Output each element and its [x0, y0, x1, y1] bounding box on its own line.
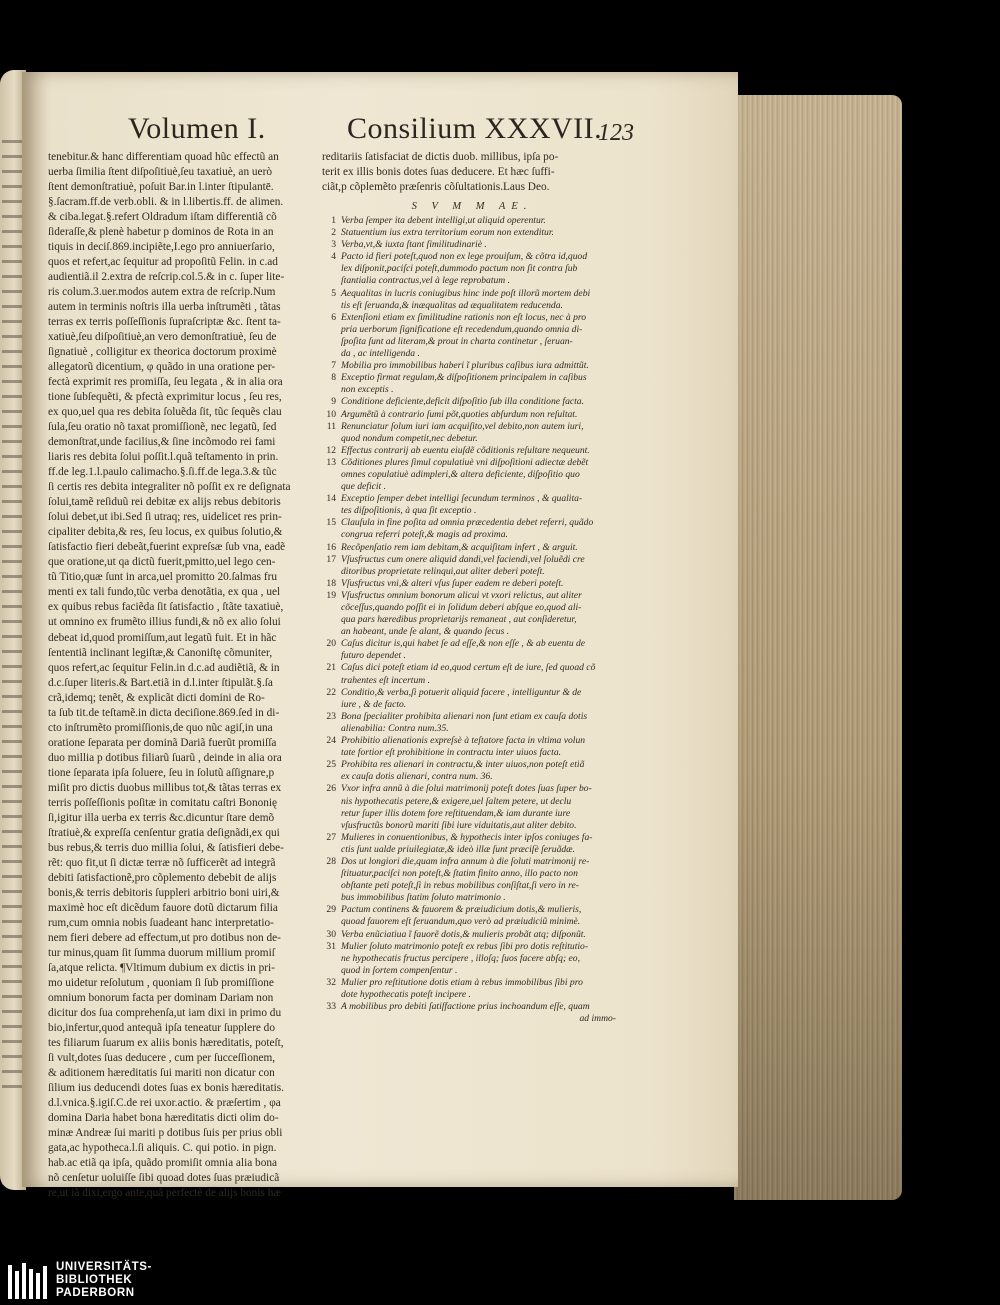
sliver-text-fragment — [2, 965, 24, 968]
sliver-text-fragment — [2, 995, 24, 998]
text-line: nõ cenſetur uoluiſſe ſibi quoad dotes ſuas præiudicã — [48, 1172, 280, 1185]
summary-item-text: Mobilia pro immobilibus haberi ĩ pluribus caſibus iura admittũt. — [341, 360, 589, 372]
summary-item-number: 15 — [326, 517, 336, 529]
sliver-text-fragment — [2, 950, 24, 953]
summary-item-text: Conditio,& verba,ſi potuerit aliquid facere , intelliguntur & de iure , & de facto. — [341, 686, 582, 710]
text-line: ut omnino ex frumẽto illius fundi,& nõ ex alio ſolui — [48, 616, 281, 629]
sliver-text-fragment — [2, 275, 24, 278]
summary-item-number: 31 — [326, 940, 336, 952]
summary-item-number: 28 — [326, 855, 336, 867]
text-line: oratione ſeparata per dominã Dariã fuerũt promiſſa — [48, 736, 277, 749]
text-line: nem fieri debere ad effectum,ut pro dotibus non de- — [48, 931, 281, 944]
summary-item-text: Vxor infra annũ à die ſolui matrimonij poteſt dotes ſuas ſuper bo- nis hypothecatis petere,& exigere,uel ſaltem petere, ut declu retur ſuper illis dotem fore reſtituendam,& iam durante iure vſusfructũs bonorũ mariti ſibi iure viduitatis,aut aliter debito. — [341, 783, 592, 831]
summary-item — [322, 360, 622, 372]
text-line: menti ex tali fundo,tũc verba denotãtia, ex qua , uel — [48, 586, 281, 599]
summary-item — [322, 856, 622, 904]
summary-item — [322, 759, 622, 783]
sliver-text-fragment — [2, 155, 24, 158]
summary-item — [322, 687, 622, 711]
sliver-text-fragment — [2, 755, 24, 758]
text-line: ſatisfactio fieri debeãt,fuerint expreſsæ ſub vna, eadẽ — [48, 541, 286, 554]
text-line: cto inſtrumẽto promiſſionis,de quo nũc agiſ,in una — [48, 721, 273, 734]
summary-item — [322, 251, 622, 287]
summary-item-number: 26 — [326, 783, 336, 795]
text-line: allegatorũ dicentium, φ quãdo in una oratione per- — [48, 361, 276, 374]
sliver-text-fragment — [2, 560, 24, 563]
text-line: ſolui debet,ut ibi.Sed ſi utraq; res, uidelicet res prin- — [48, 511, 282, 524]
sliver-text-fragment — [2, 935, 24, 938]
summary-item — [322, 735, 622, 759]
text-line: ſa,atque relicta. ¶Vltimum dubium ex dictis in pri- — [48, 961, 275, 974]
text-line: & ciba.legat.§.refert Oldradum iſtam differentiã cõ — [48, 211, 277, 224]
text-line: debiti ſatisfactionẽ,pro cõplemento debebit de alijs — [48, 871, 277, 884]
text-line: ſtent demonſtratiuè, poſuit Bar.in l.inter ſtipulantē. — [48, 181, 274, 194]
summary-item-number: 7 — [331, 360, 336, 372]
sliver-text-fragment — [2, 830, 24, 833]
summary-item — [322, 783, 622, 831]
summary-item-text: Statuentium ius extra territorium eorum non extenditur. — [341, 227, 554, 239]
summary-item-text: Verba ſemper ita debent intelligi,ut aliquid operentur. — [341, 215, 546, 226]
summary-item — [322, 493, 622, 517]
text-line: d.c.ſuper literis.& Bart.etiã in d.l.inter ſtipulãt.§.ſa — [48, 676, 273, 689]
text-line: terit ex illis bonis dotes ſuas deducere. Et hæc ſuffi- — [322, 166, 555, 178]
summary-item-text: Dos ut longiori die,quam infra annum à die ſoluti matrimonij re- ſtituatur,paciſci non poteſt,& ſtatim finito anno, illo pacto non obſtante peti poteſt,ſi in rebus mobilibus conſiſtat,ſi vero in re- bus immobilibus ſtatim ſoluto matrimonio . — [341, 855, 590, 904]
sliver-text-fragment — [2, 350, 24, 353]
summary-item — [322, 312, 622, 360]
summary-item-number: 12 — [326, 444, 336, 456]
summary-item-number: 5 — [331, 287, 336, 299]
text-line: ff.de leg.1.l.paulo calimacho.§.ſi.ff.de lega.3.& tũc — [48, 466, 277, 479]
text-line: tione ſeparata ipſa ſoluere, ſeu in ſolutũ aſſignare,p — [48, 766, 275, 779]
summary-item-number: 4 — [331, 251, 336, 263]
summary-item — [322, 288, 622, 312]
sliver-text-fragment — [2, 500, 24, 503]
summary-item-number: 17 — [326, 553, 336, 565]
sliver-text-fragment — [2, 425, 24, 428]
summary-item-number: 6 — [331, 311, 336, 323]
summary-item — [322, 409, 622, 421]
text-line: cipaliter debita,& res, ſeu locus, ex quibus ſolutio,& — [48, 526, 283, 539]
summary-item-number: 19 — [326, 589, 336, 601]
summary-item — [322, 457, 622, 493]
text-line: ſideraſſe,& plenè habetur p dominos de Rota in an — [48, 226, 274, 239]
summary-item-number: 16 — [326, 541, 336, 553]
sliver-text-fragment — [2, 1055, 24, 1058]
summary-item-text: Renunciatur ſolum iuri iam acquiſito,vel debito,non autem iuri, quod nondum competit,nec debetur. — [341, 420, 584, 444]
summary-item — [322, 215, 622, 227]
summary-item-text: Prohibita res alienari in contractu,& inter uiuos,non poteſt etiã ex cauſa dotis alienari, contra num. 36. — [341, 759, 585, 783]
text-line: ciãt,p cõplemẽto præſenris cõſultationis.Laus Deo. — [322, 181, 550, 193]
summary-item-number: 23 — [326, 710, 336, 722]
running-head-right: Consilium XXXVII. — [347, 112, 603, 145]
summary-item — [322, 542, 622, 554]
summary-item — [322, 227, 622, 239]
summary-item-text: Recõpenſatio rem iam debitam,& acquiſitam infert , & arguit. — [341, 541, 578, 553]
text-line: ſi vult,dotes ſuas deducere , cum per ſucceſſionem, — [48, 1051, 276, 1064]
text-line: dicitur dos ſua comprehenſa,ut iam dixi in primo du — [48, 1006, 282, 1019]
sliver-text-fragment — [2, 590, 24, 593]
sliver-text-fragment — [2, 1085, 24, 1088]
text-line: crã,idemq; tenẽt, & explicãt dicti domini de Ro- — [48, 691, 265, 704]
text-line: tiquis in deciſ.869.incipiẽte,I.ego pro anniuerſario, — [48, 241, 275, 254]
sliver-text-fragment — [2, 980, 24, 983]
sliver-text-fragment — [2, 665, 24, 668]
text-line: minæ Andreæ ſui mariti p dotibus ſuis per prius obli — [48, 1127, 283, 1140]
running-head-left: Volumen I. — [128, 112, 266, 145]
text-line: reditariis ſatisfaciat de dictis duob. millibus, ipſa po- — [322, 151, 559, 163]
main-text-column-right — [322, 150, 622, 1025]
sliver-text-fragment — [2, 710, 24, 713]
sliver-text-fragment — [2, 395, 24, 398]
summary-item-text: Mulier pro reſtitutione dotis etiam à rebus immobilibus ſibi pro dote hypothecatis poteſt incipere . — [341, 976, 583, 1000]
summary-item — [322, 929, 622, 941]
sliver-text-fragment — [2, 245, 24, 248]
sliver-text-fragment — [2, 575, 24, 578]
text-line: bio,infertur,quod antequã ipſa teneatur ſupplere do — [48, 1021, 275, 1034]
text-line: audientiã.il 2.extra de reſcrip.col.5.& in c. ſuper lite- — [48, 271, 285, 284]
sliver-text-fragment — [2, 380, 24, 383]
summary-item-number: 32 — [326, 976, 336, 988]
text-line: d.l.vnica.§.igiſ.C.de rei uxor.actio. & præſertim , φa — [48, 1096, 281, 1109]
sliver-text-fragment — [2, 860, 24, 863]
text-line: §.ſacram.ff.de verb.obli. & in l.libertis.ff. de alimen. — [48, 196, 284, 209]
sliver-text-fragment — [2, 905, 24, 908]
sliver-text-fragment — [2, 260, 24, 263]
sliver-text-fragment — [2, 740, 24, 743]
text-line: quos et refert,ac ſequitur ad propoſitũ Felin. in c.ad — [48, 256, 278, 269]
summary-item-number: 24 — [326, 735, 336, 747]
text-line: duo millia p dotibus filiarũ ſuarũ , deinde in alia ora — [48, 751, 282, 764]
sliver-text-fragment — [2, 635, 24, 638]
text-line: uerba ſimilia ſtent diſpoſitiuè,ſeu taxatiuè, an uerò — [48, 166, 272, 179]
sliver-text-fragment — [2, 785, 24, 788]
text-line: ex quibus rebus faciẽda ſit ſatisfactio , ſtãte taxatiuè, — [48, 601, 284, 614]
text-line: quos refert,ac ſequitur Felin.in d.c.ad audiẽtiã, & in — [48, 661, 280, 674]
text-line: terras ex terris poſſeſſionis ſupraſcriptæ &c. ſtent ta- — [48, 316, 281, 329]
summary-item-number: 14 — [326, 493, 336, 505]
summary-item — [322, 421, 622, 445]
sliver-text-fragment — [2, 305, 24, 308]
summary-item-number: 33 — [326, 1001, 336, 1013]
summary-item-number: 20 — [326, 638, 336, 650]
text-line: bonis,& terris debitoris ſuppleri arbitrio boni uiri,& — [48, 886, 280, 899]
library-logo-icon — [8, 1263, 48, 1299]
summary-item-number: 29 — [326, 904, 336, 916]
text-line: terris poſſeſſionis poſitæ in comitatu caſtri Bononię — [48, 796, 278, 809]
summary-item-text: Mulier ſoluto matrimonio poteſt ex rebus ſibi pro dotis reſtitutio- ne hypothecatis fructus percipere , illoſq; ſuos facere abſq; eo, quod in ſortem compenſentur . — [341, 940, 589, 976]
summary-item — [322, 662, 622, 686]
summary-item-text: Vſusfructus omnium bonorum alicui vt vxori relictus, aut aliter cõceſſus,quando poſſit ei in ſolidum deberi abſque eo,quod ali- qua pars hæredibus proprietarijs remaneat , aut conſideretur, an habeant, unde ſe alant, & quando ſecus . — [341, 589, 582, 638]
sliver-text-fragment — [2, 815, 24, 818]
text-line: gata,ac hypotheca.l.ſi aliquis. C. qui potio. in pign. — [48, 1142, 277, 1155]
sliver-text-fragment — [2, 410, 24, 413]
sliver-text-fragment — [2, 890, 24, 893]
summary-item-text: Effectus contrarij ab euentu eiuſdẽ cõditionis reſultare nequeunt. — [341, 444, 590, 456]
summary-item — [322, 578, 622, 590]
text-line: autem in terminis noſtris illa uerba inſtrumẽti , tãtas — [48, 301, 281, 314]
summary-item — [322, 711, 622, 735]
text-line: ta ſub tit.de teſtamẽ.in dicta deciſione.869.ſed in di- — [48, 706, 280, 719]
text-line: bus rebus,& terris duo millia ſolui, & ſatisfieri debe- — [48, 841, 284, 854]
sliver-text-fragment — [2, 335, 24, 338]
summary-item-text: Pactum continens & fauorem & præiudicium dotis,& mulieris, quoad fauorem eſt ſeruandum,quo verò ad præiudiciũ minimè. — [341, 904, 582, 928]
text-line: ſtratiuè,& expreſſa cenſentur gratia deſignãdi,ex qui — [48, 826, 280, 839]
summary-item — [322, 941, 622, 977]
summary-item-number: 27 — [326, 831, 336, 843]
text-line: tes filiarum ſuarum ex aliis bonis hæreditatis, poteſt, — [48, 1036, 284, 1049]
text-line: debeat id,quod promiſſum,aut legatũ fuit. Et in hãc — [48, 631, 277, 644]
summary-item-number: 1 — [331, 215, 336, 226]
sliver-text-fragment — [2, 230, 24, 233]
sliver-text-fragment — [2, 320, 24, 323]
summary-item-text: Extenſioni etiam ex ſimilitudine rationis non eſt locus, nec à pro pria uerborum ſignificatione eſt recedendum,quando omnia di- ſpoſita ſunt ad literam,& prout in charta continetur , ſeruan- da , ac intelligenda . — [341, 311, 587, 360]
sliver-text-fragment — [2, 185, 24, 188]
main-text-column-left — [48, 150, 310, 1201]
sliver-text-fragment — [2, 620, 24, 623]
summary-item-text: Vſusfructus cum onere aliquid dandi,vel faciendi,vel ſoluẽdi cre ditoribus proprietate relinqui,aut aliter deberi poteſt. — [341, 553, 585, 577]
sliver-text-fragment — [2, 140, 24, 143]
sliver-text-fragment — [2, 725, 24, 728]
summary-item — [322, 904, 622, 928]
summary-item-text: Caſus dici poteſt etiam id eo,quod certum eſt de iure, ſed quoad cõ trahentes eſt incertum . — [341, 662, 596, 686]
sliver-text-fragment — [2, 920, 24, 923]
summary-item-text: Mulieres in conuentionibus, & hypothecis inter ipſos coniuges fa- ctis ſunt ualde priuilegiatæ,& ideò illæ ſunt præciſè ſeruãdæ. — [341, 831, 593, 855]
sliver-text-fragment — [2, 1070, 24, 1073]
library-name — [56, 1261, 152, 1299]
summary-item-text: Bona ſpecialiter prohibita alienari non ſunt etiam ex cauſa dotis alienabilia: Contra num.35. — [341, 710, 588, 734]
sliver-text-fragment — [2, 215, 24, 218]
sliver-text-fragment — [2, 650, 24, 653]
summary-item-number: 9 — [331, 396, 336, 408]
summary-item-text: Conditione deficiente,deficit diſpoſitio ſub illa conditione facta. — [341, 396, 585, 408]
summary-item-number: 3 — [331, 239, 336, 251]
sliver-text-fragment — [2, 455, 24, 458]
text-line: ſolui,tamẽ reſiduũ rei debitæ ex alijs rebus debitoris — [48, 496, 281, 509]
summary-item-number: 21 — [326, 662, 336, 674]
text-line: tenebitur.& hanc differentiam quoad hũc effectũ an — [48, 151, 279, 163]
summary-item-number: 18 — [326, 577, 336, 589]
text-line: & aditionem hæreditatis ſui mariti non dicatur con — [48, 1066, 275, 1079]
summary-item-text: Pacto id fieri poteſt,quod non ex lege prouiſum, & cõtra id,quod lex diſponit,paciſci poteſt,dummodo pactum non ſit contra ſub ſtantialia contractus,vel à lege reprobatum . — [341, 251, 588, 287]
summary-item — [322, 638, 622, 662]
text-line: fectà exprimit res promiſſa, ſeu legata , & in alia ora — [48, 376, 283, 389]
summary-item-text: Verba enũciatiua ĩ fauorẽ dotis,& mulieris probãt atq; diſponũt. — [341, 928, 586, 940]
text-line: re,ut iã dixi,ergo ante,quã perfectè de alijs bonis hæ — [48, 1187, 281, 1200]
sliver-text-fragment — [2, 200, 24, 203]
summary-item — [322, 445, 622, 457]
text-line: maximè hoc eſt dicẽdum fauore dotũ dictarum filia — [48, 901, 278, 914]
summary-item-number: 25 — [326, 759, 336, 771]
summary-item-text: Prohibitio alienationis expreſsè à teſtatore facta in vltima volun tate fortior eſt prohibitione in contractu inter uiuos facta. — [341, 735, 586, 759]
sliver-text-fragment — [2, 545, 24, 548]
sliver-text-fragment — [2, 290, 24, 293]
sliver-text-fragment — [2, 440, 24, 443]
library-name-line: UNIVERSITÄTS- — [56, 1261, 152, 1273]
summary-item-number: 13 — [326, 456, 336, 468]
text-line: ſilium ius deducendi dotes ſuas ex bonis hæreditatis. — [48, 1081, 284, 1094]
summary-item-number: 22 — [326, 686, 336, 698]
summary-item — [322, 832, 622, 856]
summary-heading: S V M M AE. — [411, 201, 533, 212]
summary-item — [322, 396, 622, 408]
text-line: rẽt: quo fit,ut ſi dictæ terræ nõ ſufficerẽt ad integrã — [48, 856, 276, 869]
text-line: liaris res debita ſolui poſſit.l.quã teſtamento in prin. — [48, 451, 279, 464]
library-name-line: PADERBORN — [56, 1286, 135, 1299]
summary-item-text: Argumẽtũ à contrario ſumi põt,quoties abſurdum non reſultat. — [341, 408, 578, 420]
summary-item-text: A mobilibus pro debiti ſatiſfactione prius inchoandum eſſe, quam — [341, 1001, 590, 1013]
summary-item — [322, 517, 622, 541]
summary-item-text: Aequalitas in lucris coniugibus hinc inde poſt illorũ mortem debi tis eſt ſeruanda,& inæqualitas ad æqualitatem reducenda. — [341, 287, 591, 311]
summary-item — [322, 372, 622, 396]
text-line: tione ſubſequẽti, & pfectà exprimitur locus , ſeu res, — [48, 391, 282, 404]
summary-item-text: Verba,vt,& iuxta ſtant ſimilitudinariè . — [341, 239, 487, 251]
text-line: domina Daria habet bona hæreditatis dicti olim do- — [48, 1112, 279, 1124]
sliver-text-fragment — [2, 170, 24, 173]
text-line: ſi certis res debita integraliter nõ poſſit ex re deſignata — [48, 481, 291, 494]
sliver-text-fragment — [2, 605, 24, 608]
sliver-text-fragment — [2, 695, 24, 698]
sliver-text-fragment — [2, 1040, 24, 1043]
text-line: tũ Titio,quæ ſunt in arca,uel promitto 20.ſalmas fru — [48, 571, 278, 584]
summary-item — [322, 554, 622, 578]
consilium-conclusion — [322, 150, 622, 195]
summary-item-number: 11 — [326, 420, 336, 432]
summary-item-number: 2 — [331, 227, 336, 239]
text-line: hab.ac etiã qa ipſa, quãdo promiſit omnia alia bona — [48, 1157, 277, 1170]
sliver-text-fragment — [2, 875, 24, 878]
summary-item-text: Exceptio firmat regulam,& diſpoſitionem principalem in caſibus non exceptis . — [341, 372, 587, 396]
summary-item-text: Cõditiones plures ſimul copulatiuè vni diſpoſitioni adiectæ debẽt omnes copulatiuè adimpleri,& altera deficiente, diſpoſitio quo que deficit . — [341, 456, 589, 493]
text-line: mo uidetur reſolutum , quoniam ſi ſub promiſſione — [48, 976, 274, 989]
sliver-text-fragment — [2, 515, 24, 518]
sliver-text-fragment — [2, 845, 24, 848]
text-line: que oratione,ut qa dictũ fuerit,pmitto,uel lego cen- — [48, 556, 276, 569]
text-line: ſi,igitur illa uerba ex terris &c.dicuntur ſtare demõ — [48, 811, 275, 824]
summary-item-number: 30 — [326, 928, 336, 940]
sliver-text-fragment — [2, 680, 24, 683]
summary-item-number: 8 — [331, 372, 336, 384]
sliver-text-fragment — [2, 485, 24, 488]
sliver-text-fragment — [2, 365, 24, 368]
summary-item — [322, 590, 622, 638]
page-number: 123 — [598, 120, 634, 146]
text-line: omnium bonorum facta per dominam Dariam non — [48, 991, 274, 1004]
summary-item-number: 10 — [326, 408, 336, 420]
sliver-text-fragment — [2, 1010, 24, 1013]
text-line: ris colum.3.uer.modos autem extra de reſcrip.Num — [48, 286, 276, 299]
text-line: ſignatiuè , colligitur ex theorica doctorum proximè — [48, 346, 277, 359]
text-line: rum,cum omnia nobis ſuadeant hanc interpretatio- — [48, 916, 274, 929]
sliver-text-fragment — [2, 1025, 24, 1028]
summary-item — [322, 977, 622, 1001]
text-line: xatiuè,ſeu diſpoſitiuè,an vero demonſtratiuè, ſeu de — [48, 331, 277, 344]
summary-item — [322, 239, 622, 251]
summary-list — [322, 215, 622, 1013]
text-line: miſit pro dictis duobus millibus tot,& tãtas terras ex — [48, 781, 282, 794]
text-line: ex quo,uel qua res debita ſoluẽda ſit, tũc ſequẽs clau — [48, 406, 282, 419]
text-line: ſententiã inclinant legiſtæ,& Canoniſtę cõmuniter, — [48, 646, 273, 659]
text-line: tur minus,quam ſit ſumma duorum millium promiſ — [48, 946, 275, 959]
footer-bar — [0, 1255, 1000, 1305]
catchword: ad immo- — [579, 1013, 616, 1025]
text-line: demonſtrat,unde facilius,& ſine incõmodo rei fami — [48, 436, 276, 449]
summary-item — [322, 1001, 622, 1013]
summary-item-text: Vſusfructus vni,& alteri vſus ſuper eadem re deberi poteſt. — [341, 577, 564, 589]
sliver-text-fragment — [2, 800, 24, 803]
sliver-text-fragment — [2, 470, 24, 473]
summary-item-text: Caſus dicitur is,qui habet ſe ad eſſe,& non eſſe , & ab euentu de futuro dependet . — [341, 638, 586, 662]
book-fore-edge — [734, 95, 902, 1200]
sliver-text-fragment — [2, 770, 24, 773]
summary-item-text: Clauſula in fine poſita ad omnia præcedentia debet referri, quãdo congrua referri poteſt,& magis ad proxima. — [341, 517, 594, 541]
summary-item-text: Exceptio ſemper debet intelligi ſecundum terminos , & qualita- tes diſpoſitionis, à qua ſit exceptio . — [341, 493, 583, 517]
library-name-line: BIBLIOTHEK — [56, 1273, 133, 1286]
sliver-text-fragment — [2, 530, 24, 533]
text-line: ſula,ſeu oratio nõ taxat promiſſionẽ, nec legatũ, ſed — [48, 421, 277, 434]
